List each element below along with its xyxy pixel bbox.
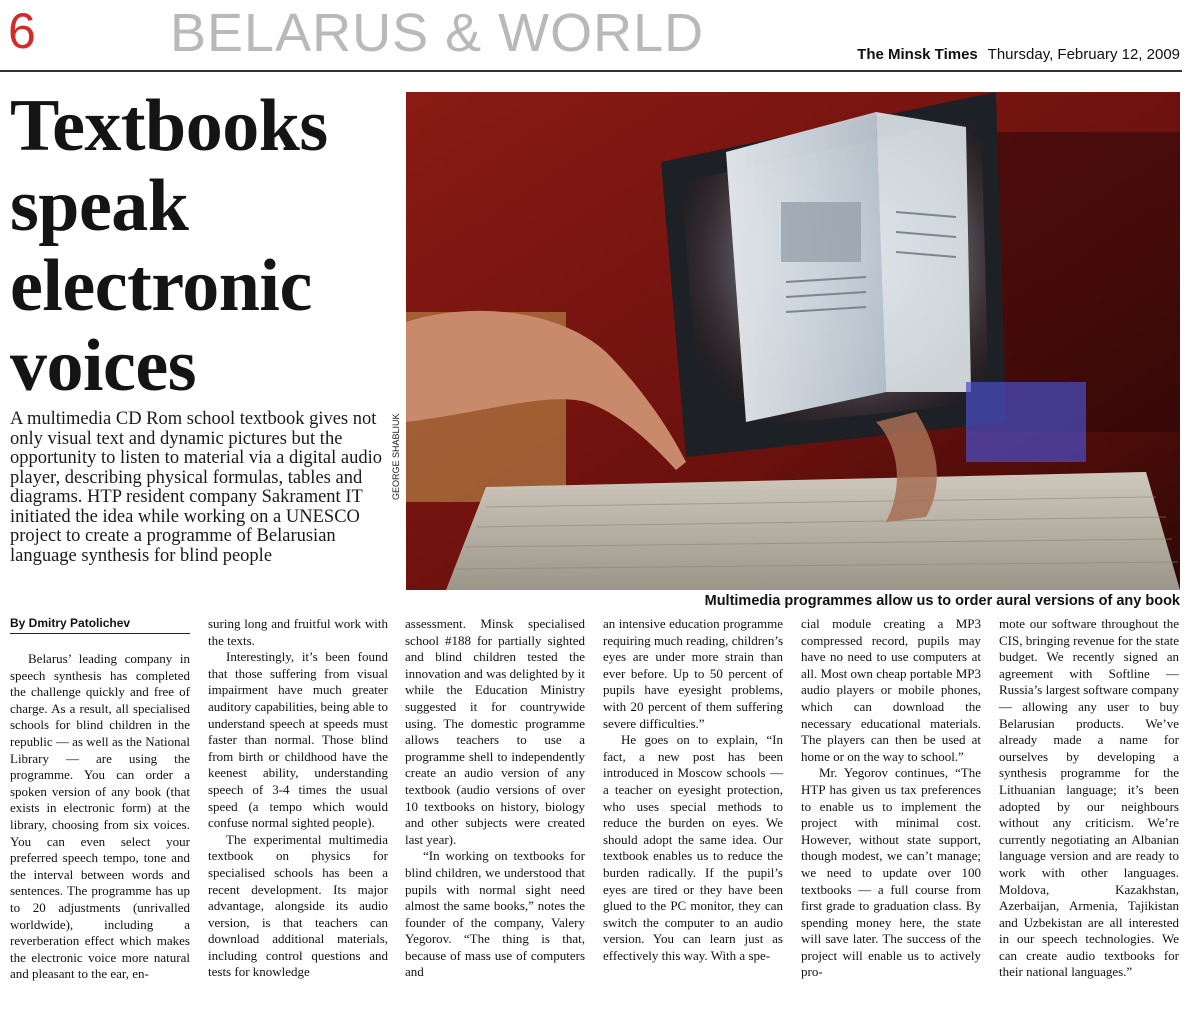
headline-line: voices bbox=[10, 325, 197, 407]
article-column bbox=[405, 616, 585, 981]
article-paragraph: The experimental multimedia textbook on physics for specialised schools has been a recent development. Its major advantage, alongside its audio version, is that teachers can download additional materials, including control questions and tests for knowledge bbox=[208, 831, 388, 980]
section-title: BELARUS & WORLD bbox=[170, 3, 705, 63]
article-column bbox=[801, 616, 981, 981]
photo-caption: Multimedia programmes allow us to order aural versions of any book bbox=[704, 593, 1180, 609]
article-paragraph: assessment. Minsk specialised school #188 for partially sighted and blind children tested the innovation and was delighted by it while the Education Ministry suggested it for countrywide using. The domestic programme allows teachers to use a programme shell to independently create an audio version of any textbook (audio versions of over 10 textbooks on history, biology and other subjects were created last year). bbox=[405, 616, 585, 847]
newspaper-name: The Minsk Times bbox=[857, 46, 978, 63]
headline-line: electronic bbox=[10, 245, 312, 327]
article-column bbox=[603, 616, 783, 964]
keyboard-icon bbox=[446, 472, 1180, 590]
book-icon bbox=[726, 112, 886, 422]
photo-illustration bbox=[406, 92, 1180, 590]
article-paragraph: an intensive education programme requiring much reading, children’s eyes are under more strain than ever before. Up to 50 percent of pupils have eyesight problems, with 20 percent of them suffering severe difficulties.” bbox=[603, 616, 783, 731]
article-paragraph: mote our software throughout the CIS, bringing revenue for the state budget. We recently signed an agreement with Softline — Russia’s largest software company — allowing any user to buy Belarusian products. We’ve already made a name for ourselves by developing a synthesis programme for the Lithuanian language; it’s been adopted by our neighbours without any criticism. We’re currently negotiating an Albanian language version and are ready to work with other languages. Moldova, Kazakhstan, Azerbaijan, Armenia, Tajikistan and Uzbekistan are all interested in our speech technologies. We can create audio textbooks for their national languages.” bbox=[999, 616, 1179, 980]
photo-credit: GEORGE SHABLIUK bbox=[391, 413, 401, 500]
article-column bbox=[10, 651, 190, 983]
article-paragraph: Belarus’ leading company in speech synthesis has completed the challenge quickly and free of charge. As a result, all specialised schools for blind children in the republic — as well as the National Library — are using the programme. You can order a spoken version of any book (that exists in electronic form) at the library, choosing from six voices. You can even select your preferred speech tempo, tone and the interval between words and sentences. The programme has up to 20 adjustments (unrivalled worldwide), including a reverberation effect which makes the electronic voice more natural and pleasant to the ear, en- bbox=[10, 651, 190, 982]
headline-line: speak bbox=[10, 165, 189, 247]
article-photo bbox=[406, 92, 1180, 590]
header-rule bbox=[0, 70, 1182, 72]
headline-line: Textbooks bbox=[10, 85, 328, 167]
page-number: 6 bbox=[8, 3, 36, 59]
byline: By Dmitry Patolichev bbox=[10, 616, 190, 634]
article-paragraph: Mr. Yegorov continues, “The HTP has given us tax preferences to enable us to implement the project with minimal cost. However, without state support, though modest, we can’t manage; we need to update over 100 textbooks — a full course from first grade to graduation class. By spending money here, the state will save later. The success of the project will enable us to actively pro- bbox=[801, 765, 981, 980]
lead-paragraph: A multimedia CD Rom school textbook gives not only visual text and dynamic pictures but the opportunity to listen to material via a digital audio player, describing physical formulas, tables and diagrams. HTP resident company Sakrament IT initiated the idea while working on a UNESCO project to create a programme of Belarusian language synthesis for blind people bbox=[10, 409, 382, 566]
headline bbox=[10, 86, 400, 406]
issue-date: Thursday, February 12, 2009 bbox=[987, 46, 1180, 63]
masthead bbox=[857, 46, 1180, 63]
article-paragraph: suring long and fruitful work with the texts. bbox=[208, 616, 388, 648]
article-column bbox=[999, 616, 1179, 981]
article-column bbox=[208, 616, 388, 981]
article-paragraph: cial module creating a MP3 compressed record, pupils may have no need to use computers at all. Most own cheap portable MP3 audio players or mobile phones, which can download the necessary educational materials. The players can then be used at home or on the way to school.” bbox=[801, 616, 981, 764]
article-paragraph: “In working on textbooks for blind children, we understood that pupils with normal sight need almost the same books,” notes the founder of the company, Valery Yegorov. “The thing is that, because of mass use of computers and bbox=[405, 848, 585, 980]
article-paragraph: He goes on to explain, “In fact, a new post has been introduced in Moscow schools — a teacher on eyesight protection, who uses special methods to reduce the burden on eyes. We should adopt the same idea. Our textbook enables us to reduce the burden radically. If the pupil’s eyes are tired or they have been glued to the PC monitor, they can switch the computer to an audio version. You can learn just as effectively this way. With a spe- bbox=[603, 732, 783, 963]
article-paragraph: Interestingly, it’s been found that those suffering from visual impairment have much greater auditory capabilities, being able to understand speech at speeds must faster than normal. Those blind from birth or childhood have the keenest ability, understanding speech of 3-4 times the usual speed (a tempo which would confuse normal sighted people). bbox=[208, 649, 388, 831]
